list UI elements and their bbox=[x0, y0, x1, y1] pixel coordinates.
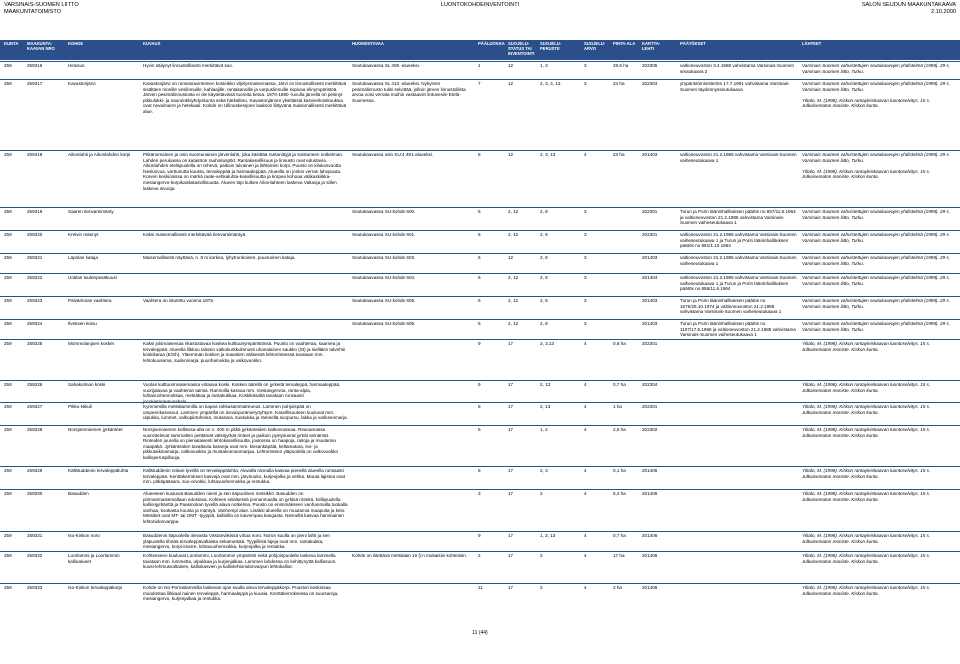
document-title: LUONTOKOHDEINVENTOINTI bbox=[440, 2, 520, 8]
cell-st: 12 bbox=[508, 81, 514, 86]
cell-la: Varsinais-Suomen vahvistettujen seutukaavojen yhdistelmä (1999). 29 s. Varsinais-Suomen liitto, Turku. bbox=[802, 232, 950, 243]
cell-pa bbox=[680, 491, 798, 520]
cell-nro: 259326 bbox=[27, 382, 43, 387]
cell-luokka: 11 bbox=[478, 585, 483, 590]
cell-la: Ylitalo, M. (1998). Kiskon rantayleiskaavan luontoselvitys. 15 s. Julkaisematon moniste. Kiskon kunta. bbox=[802, 585, 931, 596]
cell-luokka: 9 bbox=[478, 341, 481, 346]
cell-huom bbox=[352, 533, 472, 547]
cell-luokka: 5 bbox=[478, 427, 481, 432]
cell-nro: 259321 bbox=[27, 255, 43, 260]
table-row bbox=[0, 151, 960, 191]
cell-la: Varsinais-Suomen vahvistettujen seutukaavojen yhdistelmä (1999). 29 s. Varsinais-Suomen liitto, Turku. bbox=[802, 275, 950, 286]
column-header-ala: PINTA-ALA bbox=[613, 41, 636, 46]
cell-pa: Turun ja Porin lääninhallituksen päätös no 1675/25.10.1974 ja valtioneuvoston 21.2.1985 vahvistama Varsinais-Suomen vaiheseutukaava 1 bbox=[680, 298, 782, 315]
cell-kunta: 259 bbox=[4, 255, 12, 260]
cell-kuvaus: Kohde on Iso-Porraslammilla laskevan ojan suulla oleva tervaleppäkorpi. Puuston keskiosaa muodostaa lilkkaal nainen tervaleppä, harmaaleppä ja kuusia. Kenttäkerroksessa on suursaroja, mesiangervo, kurjenjalkaa ja rentukka. bbox=[143, 585, 339, 602]
cell-st: 17 bbox=[508, 553, 514, 558]
plan-header bbox=[862, 2, 956, 15]
table-row bbox=[0, 274, 960, 292]
cell-kuvaus: Källstuddenin nokan tyvellä on tervaleppäluhta. Alavalla rannalla kasvaa pienellä alueella runsaasti tervaleppää. Kenttäkerroksen kasveja ovat mm. järviruoko, kurjenjalka ja vehka. Muuta lajistoa ovat mm. pitkäpääsara, suo-orvokki, luhtavuohennokka ja rentukka. bbox=[143, 468, 345, 485]
cell-la: Varsinais-Suomen vahvistettujen seutukaavojen yhdistelmä (1999). 29 s. Varsinais-Suomen liitto, Turku. bbox=[802, 255, 950, 266]
cell-ar: 4 bbox=[584, 553, 587, 558]
cell-pe: 2, 8 bbox=[540, 255, 548, 260]
cell-pe: 2, 3, 4, 13 bbox=[540, 81, 561, 86]
cell-kuvaus: Basuddenin itäpuolella olevasta Västanviikissä virtaa noro. Noron suulla on pieni lahti ja sen yläpuolella tiheää tervaleppävaltaista sekametsää. Tyypillisiä lajeja ovat mm. rantakukka, mesiangervo, korpi-imarre, luhtavuohennokka, kurjenjalka ja rentukka. bbox=[143, 533, 330, 550]
cell-la: Varsinais-Suomen vahvistettujen seutukaavojen yhdistelmä (1999). 29 s. Varsinais-Suomen liitto, Turku. Ylitalo, M. (1998). Kiskon rantayleiskaavan luontoselvitys. 15 s. Julkaisematon moniste. Kiskon kunta. bbox=[802, 152, 950, 180]
cell-kunta: 259 bbox=[4, 533, 12, 538]
cell-luokka: 6 bbox=[478, 232, 481, 237]
cell-luokka: 8 bbox=[478, 404, 481, 409]
cell-ala: 0,1 ha bbox=[613, 468, 626, 473]
table-row bbox=[0, 532, 960, 550]
cell-nro: 259316 bbox=[27, 63, 43, 68]
cell-nro: 259330 bbox=[27, 491, 43, 496]
cell-kohde: Päivärinnan vaahtera bbox=[68, 298, 112, 303]
cell-huom bbox=[352, 341, 472, 369]
cell-kuvaus: Maisemallisesti näyttävä, n. 8 m korkea, lyhytrunkoinen, puumainen kataja. bbox=[143, 255, 296, 260]
cell-kohde: Ilveksen koivu bbox=[68, 321, 97, 326]
cell-luokka: 7 bbox=[478, 81, 481, 86]
cell-ala: 5,3 ha bbox=[613, 491, 626, 496]
cell-pe: 2, 8 bbox=[540, 298, 548, 303]
cell-la: Ylitalo, M. (1998). Kiskon rantayleiskaavan luontoselvitys. 15 s. Julkaisematon moniste. Kiskon kunta. bbox=[802, 404, 931, 415]
column-header-pa: PÄÄTÖKSET bbox=[680, 41, 706, 46]
org-name: VARSINAIS-SUOMEN LIITTO bbox=[4, 2, 79, 8]
cell-ala bbox=[613, 255, 641, 269]
cell-nro: 259320 bbox=[27, 232, 43, 237]
cell-st: 2, 12 bbox=[508, 232, 519, 237]
cell-la: Varsinais-Suomen vahvistettujen seutukaavojen yhdistelmä (1999). 29 s. Varsinais-Suomen liitto, Turku. bbox=[802, 298, 950, 309]
cell-kohde: Mommolanjoen kosket bbox=[68, 341, 114, 346]
cell-st: 17 bbox=[508, 491, 514, 496]
cell-la: Varsinais-Suomen vahvistettujen seutukaavojen yhdistelmä (1999). 29 s. Varsinais-Suomen liitto, Turku. bbox=[802, 63, 950, 74]
cell-pa: valtioneuvoston 21.2.1985 vahvistama Varsinais-Suomen vaiheseutukaava 1 bbox=[680, 255, 797, 266]
cell-kohde: Iso-Kiskon noro bbox=[68, 533, 100, 538]
cell-kohde: Norsjoenniemen jyrkänteet bbox=[68, 427, 123, 432]
cell-kuvaus: Kymmenillä metsälammilla on kapea rahkasammalreunus. Lammen pohjoispää on umpeenkasvanut. Lammen ympärillä on isovarpurämeryöyhtyre. Kasvillisuuteen kuuluvat mm. ulpukka, lummet, valkopiirtoheinä, mutasara, suokukka ja rämeellä suopursu, lakka ja variksenmarja. bbox=[143, 404, 348, 421]
cell-nro: 259324 bbox=[27, 321, 43, 326]
cell-kohde: Läpolan kataja bbox=[68, 255, 98, 260]
cell-kunta: 259 bbox=[4, 585, 12, 590]
cell-st: 17 bbox=[508, 427, 514, 432]
cell-nro: 259317 bbox=[27, 81, 43, 86]
cell-pe: 2, 3 bbox=[540, 468, 548, 473]
cell-kl: 201406 bbox=[642, 533, 658, 538]
cell-kuvaus: Norsjoenniemen kollisosa-alla on n. 400 m pitkä jyrkänteiden katkonnamaa. Reunamassa vuorottelevat sammalten peittämät välsöjyrkät rinteet ja paikoin pystysuorat jyrkät seinämät. Rinteiden juurella on pienialaisesti lehtokasvillisuutta, joukossa on haapoja, raitoja ja muutamia maapäkä. Jyrkänteiden tavattavia kasveja ovat mm. kissankäpälä, keltamatara, iso- ja pikkutaikinamarja, valkovuokko ja mustakonnanmarjaa. Lehtorinteen yläpuolella on valkovuokko kallioperuspilluoja. bbox=[143, 427, 339, 460]
cell-kunta: 259 bbox=[4, 404, 12, 409]
cell-kl: 201403 bbox=[642, 298, 658, 303]
cell-pe: 2 bbox=[540, 491, 543, 496]
cell-huom: Seutukaavassa SU-kohde 601. bbox=[352, 232, 416, 237]
cell-st: 17 bbox=[508, 468, 514, 473]
table-row bbox=[0, 254, 960, 266]
cell-ar: 4 bbox=[584, 382, 587, 387]
cell-huom bbox=[352, 427, 472, 455]
cell-kuvaus: Vaahtera on istutettu vuonna 1878. bbox=[143, 298, 215, 303]
cell-ar: 3 bbox=[584, 255, 587, 260]
cell-kuvaus: Kohteeseen kuuluvat Loorlammi, Loorlammin ympäristö sekä pohjoispuolelle laskeva lammella tavataan mm. lummetta, ulpukkaa ja kurjenjalkaa. Lammen lahdessa on kehittynyttä kalliosuon, kuusi-lehmusvaltaisen, kalliokasvien ja kalliolehtonidonvarpun lehtokalliot. bbox=[143, 553, 337, 570]
cell-pa bbox=[680, 533, 798, 547]
cell-kohde: Pikku-Nikuli bbox=[68, 404, 92, 409]
cell-st: 2, 12 bbox=[508, 298, 519, 303]
cell-la: Varsinais-Suomen vahvistettujen seutukaavojen yhdistelmä (1999). 29 s. Varsinais-Suomen liitto, Turku. bbox=[802, 209, 950, 220]
column-header-luokka: PÄÄLUOKKA bbox=[478, 41, 505, 46]
cell-pa: valtioneuvoston 21.2.1985 vahvistama Varsinais-Suomen vaiheseutukaava 1 ja Turun ja Porin lääninhallituksen päätös no 881/1.10.1964 bbox=[680, 232, 797, 249]
cell-st: 2, 12 bbox=[508, 209, 519, 214]
cell-kl: 201403 bbox=[642, 321, 658, 326]
cell-nro: 259333 bbox=[27, 585, 43, 590]
cell-nro: 259325 bbox=[27, 341, 43, 346]
cell-nro: 259327 bbox=[27, 404, 43, 409]
cell-kl: 202302 bbox=[642, 427, 658, 432]
cell-st: 17 bbox=[508, 382, 514, 387]
cell-ala bbox=[613, 275, 641, 291]
cell-st: 12 bbox=[508, 152, 514, 157]
cell-luokka: 8 bbox=[478, 152, 481, 157]
cell-ala: 28,5 ha bbox=[613, 63, 629, 68]
table-row bbox=[0, 467, 960, 485]
cell-pa bbox=[680, 427, 798, 455]
cell-kl: 201403 bbox=[642, 152, 658, 157]
cell-pa: valtioneuvoston 21.2.1985 vahvistama Varsinais-Suomen vaiheseutukaava 1 ja Turun ja Porin lääninhallituksen päätös no 856/11.6.1964 bbox=[680, 275, 797, 292]
column-header-pe: SUOJELU- PERUSTE bbox=[540, 41, 562, 51]
cell-kl: 201404 bbox=[642, 275, 658, 280]
cell-nro: 259331 bbox=[27, 533, 43, 538]
cell-kl: 201406 bbox=[642, 585, 658, 590]
cell-kuvaus: Kaksi maisemallisesti merkittävää tienvarsimäntyä. bbox=[143, 232, 247, 237]
cell-pe: 2, 8 bbox=[540, 321, 548, 326]
cell-ar: 4 bbox=[584, 491, 587, 496]
cell-pa bbox=[680, 382, 798, 397]
cell-la: Ylitalo, M. (1998). Kiskon rantayleiskaavan luontoselvitys. 15 s. Julkaisematon moniste. Kiskon kunta. bbox=[802, 491, 931, 502]
cell-kohde: Uotilan tuulenpesäkuusi bbox=[68, 275, 117, 280]
cell-pa: ympäristöministeriön 17.7.1991 vahvistama Varsinais-Suomen täydennysseutukaava bbox=[680, 81, 790, 92]
table-row bbox=[0, 62, 960, 72]
cell-la: Ylitalo, M. (1998). Kiskon rantayleiskaavan luontoselvitys. 15 s. Julkaisematon moniste. Kiskon kunta. bbox=[802, 553, 931, 564]
cell-luokka: 8 bbox=[478, 468, 481, 473]
cell-kl: 202301 bbox=[642, 404, 658, 409]
cell-luokka: 6 bbox=[478, 321, 481, 326]
cell-kuvaus bbox=[143, 321, 348, 335]
cell-st: 2, 12 bbox=[508, 275, 519, 280]
cell-nro: 259332 bbox=[27, 553, 43, 558]
cell-pe: 2, 8 bbox=[540, 232, 548, 237]
cell-pe: 2, 3,13 bbox=[540, 341, 555, 346]
plan-date: 2.10.2000 bbox=[931, 8, 956, 15]
cell-kuvaus: Vuolas kulttuurimaisemassa virtaava koski. Kosken äärellä on jyrkeitä tervaleppä, harmaaleppää, vuorijalavaa ja vaahteran taimia. Rannoilla kasvaa mm. mesiangervoa, ranta-alpia, luhtavuohennokkaa, metsäkaa ja rantakukkaa. Koskikäsaltä tavataan runsaasti bbox=[143, 382, 341, 399]
cell-kl: 202301 bbox=[642, 232, 658, 237]
cell-luokka: 2 bbox=[478, 553, 481, 558]
cell-luokka: 9 bbox=[478, 533, 481, 538]
cell-kl: 201406 bbox=[642, 468, 658, 473]
cell-ar: 3 bbox=[584, 81, 587, 86]
cell-kunta: 259 bbox=[4, 275, 12, 280]
cell-huom bbox=[352, 404, 472, 420]
page-number: 11 (44) bbox=[472, 630, 488, 636]
column-header-ar: SUOJELU- ARVO bbox=[584, 41, 606, 51]
cell-kl: 202301 bbox=[642, 341, 658, 346]
cell-pe: 2, 8 bbox=[540, 209, 548, 214]
cell-kunta: 259 bbox=[4, 152, 12, 157]
cell-luokka: 6 bbox=[478, 275, 481, 280]
cell-kohde: Källstuddenin tervaleppäluhta bbox=[68, 468, 129, 473]
cell-pa bbox=[680, 341, 798, 369]
cell-kuvaus bbox=[143, 275, 348, 291]
cell-ar: 4 bbox=[584, 533, 587, 538]
cell-pe: 2, 8 bbox=[540, 275, 548, 280]
cell-pe: 2, 13 bbox=[540, 382, 551, 387]
cell-pe: 1, 3 bbox=[540, 63, 548, 68]
cell-kl: 202304 bbox=[642, 382, 658, 387]
cell-pe: 2 bbox=[540, 553, 543, 558]
cell-ar: 4 bbox=[584, 468, 587, 473]
cell-ala bbox=[613, 209, 641, 225]
cell-kl: 202305 bbox=[642, 63, 658, 68]
cell-kunta: 259 bbox=[4, 298, 12, 303]
cell-pa: valtioneuvoston 21.2.1985 vahvistama Varsinais-Suomen vaiheseutukaava 1 bbox=[680, 152, 797, 163]
cell-st: 17 bbox=[508, 341, 514, 346]
cell-kunta: 259 bbox=[4, 209, 12, 214]
table-row bbox=[0, 231, 960, 249]
cell-kunta: 259 bbox=[4, 553, 12, 558]
cell-kunta: 259 bbox=[4, 81, 12, 86]
cell-kl: 201406 bbox=[642, 491, 658, 496]
cell-huom bbox=[352, 585, 472, 601]
cell-luokka: 3 bbox=[478, 491, 481, 496]
column-header-la: LÄHTEET bbox=[802, 41, 822, 46]
table-row bbox=[0, 426, 960, 460]
cell-huom: Seutukaavassa SL 413 -alueeksi. Nykyinen pesimälinnusto tulisi selvittää, jolloin järven linnustollista arvoa voisi verrata muihin vastaaviin lintuvesiin Etelä-Suomessa. bbox=[352, 81, 466, 103]
cell-la: Varsinais-Suomen vahvistettujen seutukaavojen yhdistelmä (1999). 29 s. Varsinais-Suomen liitto, Turku. Ylitalo, M. (1998). Kiskon rantayleiskaavan luontoselvitys. 15 s. Julkaisematon moniste. Kiskon kunta. bbox=[802, 81, 950, 109]
cell-kohde: Saaren tienvarsimänty bbox=[68, 209, 114, 214]
cell-pe: 1, 2 bbox=[540, 427, 548, 432]
cell-la: Ylitalo, M. (1998). Kiskon rantayleiskaavan luontoselvitys. 15 s. Julkaisematon moniste. Kiskon kunta. bbox=[802, 533, 931, 544]
cell-ala bbox=[613, 298, 641, 314]
table-row bbox=[0, 381, 960, 399]
cell-kunta: 259 bbox=[4, 468, 12, 473]
cell-huom: Seutukaavassa SL 408 -alueeksi. bbox=[352, 63, 421, 68]
cell-kohde: Kreivin männyt bbox=[68, 232, 99, 237]
column-header-st: SUOJELU- STATUS TAI INVENTOINTI bbox=[508, 41, 535, 56]
cell-kuvaus: Alueeseen kuuluvat Basudden niemi ja sen itäpuolinen metsikkö. Basudden on piirmanmaisemaltaan edustava. Kohteen sisälsessä jonnanmaalla on jyrkkiä rinteitä, kolliipuulella kallionjyrkänttä ja Paasinokan tyvellä alava notkelma. Puusto on enimmäkseen vanhanmalla tuokalla vanhaa, kookasta kuusta ja mäntyä. Vanhempi alue. Lisäksi alueella on muutamia maapuita ja kelo. Metsiket ovat MT- tai OMT -tyyppiä, kallioilla on kuivempaa kangasta. Niemellä kasvaa harvinainen lehtonidonvarppa. bbox=[143, 491, 348, 524]
cell-ala: 0,8 ha bbox=[613, 341, 626, 346]
cell-kl: 201406 bbox=[642, 553, 658, 558]
cell-kohde: Sahakulman koski bbox=[68, 382, 106, 387]
cell-ala: 2 ha bbox=[613, 585, 622, 590]
cell-luokka: 6 bbox=[478, 298, 481, 303]
table-row bbox=[0, 208, 960, 226]
cell-ar: 3 bbox=[584, 275, 587, 280]
cell-ar: 3 bbox=[584, 321, 587, 326]
cell-pa: Turun ja Porin lääninhallituksen päätös no 1107/17.5.1966 ja valtioneuvoston 21.2.1985 vahvistama Varsinais-Suomen vaiheseutukaava 1 bbox=[680, 321, 796, 338]
cell-kl: 202301 bbox=[642, 209, 658, 214]
cell-luokka: 6 bbox=[478, 255, 481, 260]
cell-ala: 23 ha bbox=[613, 152, 625, 157]
cell-pe: 2 bbox=[540, 585, 543, 590]
cell-kl: 201403 bbox=[642, 255, 658, 260]
cell-kunta: 259 bbox=[4, 232, 12, 237]
cell-kunta: 259 bbox=[4, 63, 12, 68]
cell-kohde: Iso-Kiskon tervaleppäkorpi bbox=[68, 585, 123, 590]
column-header-huom: HUOMIOITAVAA bbox=[352, 41, 384, 46]
cell-kohde: Basudden bbox=[68, 491, 89, 496]
table-row bbox=[0, 490, 960, 524]
table-header bbox=[0, 40, 960, 60]
cell-luokka: 6 bbox=[478, 209, 481, 214]
table-row bbox=[0, 584, 960, 602]
table-row bbox=[0, 297, 960, 315]
cell-ala: 0,7 ha bbox=[613, 533, 626, 538]
cell-pe: 2, 3, 13 bbox=[540, 152, 556, 157]
cell-kohde: Loorlammi ja Loorlammin kallioalueet bbox=[68, 553, 120, 564]
cell-st: 12 bbox=[508, 255, 514, 260]
org-office: MAAKUNTATOIMISTO bbox=[4, 8, 62, 15]
cell-st: 2, 12 bbox=[508, 321, 519, 326]
cell-ar: 3 bbox=[584, 298, 587, 303]
cell-pa: valtioneuvoston 3.4.1988 vahvistama Varsinais-Suomen seutukaava 2 bbox=[680, 63, 795, 74]
cell-ar: 4 bbox=[584, 341, 587, 346]
cell-kuvaus: Pitkänomainen ja osin suoreunainen järvenlahti, joka käsittää rantanittyjä ja soistuneen notkelman. Lahden perukassa on katastron rauhoitusptkt. Rantakasvillisuus ja linnusto ovat edustavia. Aikonlahden eteläpuolella on rehevä, paikoin tulvainen ja lähteinen korpi. Puusto on kilukosvuotta hieskoivua, varttunutta kuusta, tervaleppää ja harmaaleppää. Alueella on jonkin verran lahopuuta. Korven keskiosissa on märkä raate-vehkaluhta-kasvillisuutta ja korpea kohoaa välikaskiikka-mesiangervo-korpikaislakasvillisuutta. Alueen läpi kulkee Aikonlahteen laskeva Valtaoja ja sillen laskeva sivuoja. bbox=[143, 152, 344, 191]
cell-st: 17 bbox=[508, 404, 514, 409]
cell-ala: 24 ha bbox=[613, 81, 625, 86]
column-header-kohde: KOHDE bbox=[68, 41, 84, 46]
cell-nro: 259323 bbox=[27, 298, 43, 303]
cell-ar: 3 bbox=[584, 63, 587, 68]
cell-ar: 4 bbox=[584, 404, 587, 409]
cell-nro: 259319 bbox=[27, 209, 43, 214]
cell-kunta: 259 bbox=[4, 491, 12, 496]
cell-huom bbox=[352, 468, 472, 484]
cell-huom bbox=[352, 382, 472, 397]
column-header-kuvaus: KUVAUS bbox=[143, 41, 161, 46]
table-row bbox=[0, 403, 960, 421]
cell-kunta: 259 bbox=[4, 341, 12, 346]
cell-ar: 3 bbox=[584, 209, 587, 214]
cell-nro: 259322 bbox=[27, 275, 43, 280]
cell-ar: 4 bbox=[584, 585, 587, 590]
cell-ar: 3 bbox=[584, 232, 587, 237]
column-header-kl: KARTTA- LEHTI bbox=[642, 41, 661, 51]
cell-ala bbox=[613, 232, 641, 248]
cell-luokka: 9 bbox=[478, 382, 481, 387]
cell-kohde: Aikonlahti ja Aikonlahden korpi bbox=[68, 152, 131, 157]
cell-pe: 2, 13 bbox=[540, 404, 551, 409]
cell-ala: 1 ha bbox=[613, 404, 622, 409]
column-header-kunta: KUNTA bbox=[4, 41, 19, 46]
cell-pa bbox=[680, 404, 798, 420]
cell-huom: Seutukaavassa SU-kohde 600. bbox=[352, 209, 416, 214]
cell-huom bbox=[352, 491, 472, 520]
cell-pa bbox=[680, 553, 798, 575]
cell-pa bbox=[680, 468, 798, 484]
cell-nro: 259318 bbox=[27, 152, 43, 157]
cell-pa bbox=[680, 585, 798, 601]
cell-kuvaus: Kavastonjärvi on runsasravinteinen kosteikko viljelysmaisemassa. Järvi on linnustollisesti merkittävä sisältäen monille vesilinnuille, kahlaajille, rantakanoille ja varpuslinnuille sopivaa elinympäristöä. Järven pesimälinnustosta ei ole käytettävissä tuoreita tietoa. 1970-1980 -luvulla järvellä on pesinyt pikkulokki- ja naurulokkiyhdyskunta sekä härkälintu. Kavastonjärven yksittäisiä kasvienkoiskuuksia ovat nevaimarre ja hetekaali. Kohde on Ullinuskesrjoen laakson liittyvänä maisemallisesti merkittävä alue. bbox=[143, 81, 347, 114]
cell-ala bbox=[613, 321, 641, 335]
table-row bbox=[0, 340, 960, 366]
cell-pe: 1, 2, 13 bbox=[540, 533, 556, 538]
table-row bbox=[0, 320, 960, 338]
cell-kuvaus: Hyvin säilynyt linnustollisesti merkittävä suo. bbox=[143, 63, 234, 68]
cell-st: 17 bbox=[508, 585, 514, 590]
cell-nro: 259328 bbox=[27, 427, 43, 432]
plan-name: SALON SEUDUN MAAKUNTAKAAVA bbox=[861, 2, 956, 8]
cell-huom: Seutukaavassa osin SU:4 481-alueeksi. bbox=[352, 152, 434, 157]
cell-huom: Seutukaavassa SU-kohde 604. bbox=[352, 275, 416, 280]
cell-ar: 4 bbox=[584, 152, 587, 157]
cell-kuvaus bbox=[143, 209, 348, 225]
cell-la: Ylitalo, M. (1998). Kiskon rantayleiskaavan luontoselvitys. 15 s. Julkaisematon moniste. Kiskon kunta. bbox=[802, 341, 931, 352]
cell-huom: Kohde on liitettävä metsälain 10 §:n mukaisiin kohteisiin. bbox=[352, 553, 467, 558]
cell-kunta: 259 bbox=[4, 321, 12, 326]
table-row bbox=[0, 552, 960, 572]
cell-la: Varsinais-Suomen vahvistettujen seutukaavojen yhdistelmä (1999). 29 s. Varsinais-Suomen liitto, Turku. bbox=[802, 321, 950, 332]
cell-pa: Turun ja Porin lääninhallituksen päätös no 857/11.6.1964 ja valtioneuvoston 21.2.1985 vahvistama Varsinais-Suomen vaiheseutukaava 1 bbox=[680, 209, 796, 226]
cell-luokka: 1 bbox=[478, 63, 481, 68]
cell-la: Ylitalo, M. (1998). Kiskon rantayleiskaavan luontoselvitys. 15 s. Julkaisematon moniste. Kiskon kunta. bbox=[802, 382, 931, 393]
cell-ala: 0,7 ha bbox=[613, 382, 626, 387]
cell-st: 12 bbox=[508, 63, 514, 68]
cell-kohde: Kavastonjärvi bbox=[68, 81, 96, 86]
cell-kunta: 259 bbox=[4, 427, 12, 432]
cell-kohde: Hirsisuo bbox=[68, 63, 85, 68]
column-header-nro: MAAKUNTA- KAAVAN NRO bbox=[27, 41, 55, 51]
cell-ar: 4 bbox=[584, 427, 587, 432]
cell-kunta: 259 bbox=[4, 382, 12, 387]
cell-huom: Seutukaavassa SU-kohde 605. bbox=[352, 298, 416, 303]
cell-nro: 259329 bbox=[27, 468, 43, 473]
cell-st: 17 bbox=[508, 533, 514, 538]
cell-ala: 17 ha bbox=[613, 553, 625, 558]
cell-la: Ylitalo, M. (1998). Kiskon rantayleiskaavan luontoselvitys. 15 s. Julkaisematon moniste. Kiskon kunta. bbox=[802, 468, 931, 479]
cell-huom: Seutukaavassa SU-kohde 603. bbox=[352, 255, 416, 260]
cell-huom: Seutukaavassa SU-kohde 606. bbox=[352, 321, 416, 326]
cell-ala: 2,5 ha bbox=[613, 427, 626, 432]
cell-la: Ylitalo, M. (1998). Kiskon rantayleiskaavan luontoselvitys. 15 s. Julkaisematon moniste. Kiskon kunta. bbox=[802, 427, 931, 438]
cell-kuvaus: Kaksi jokimaisemaa rikastuttavaa koskea kulttuuriympäristössä. Puusto on vaahteraa, saarnea ja tervaleppää. Alueella lilkkuu talvisin valkokurkkulinnusti uhanalainen saukko (St) ja sielläkin talvehtii koskikaraa (E/Sh). Yläemmän kosken ja maantien välisessä lehtorinteessä tavataan mm. lehtokuusama, sudenmarja, puunhamukka ja valkovuokko. bbox=[143, 341, 345, 363]
table-row bbox=[0, 80, 960, 127]
cell-kl: 202304 bbox=[642, 81, 658, 86]
